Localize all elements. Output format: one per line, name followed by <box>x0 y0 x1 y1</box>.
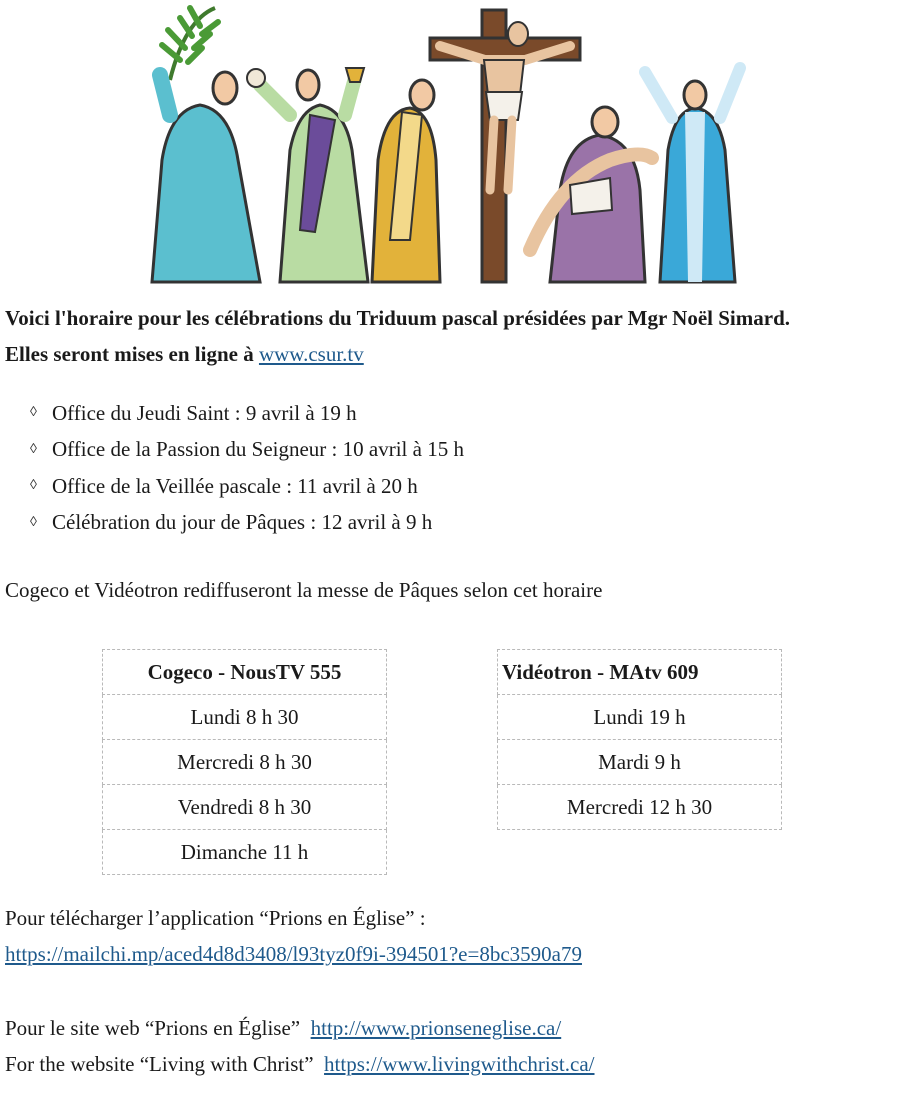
figure-priest <box>247 68 368 282</box>
app-download-label: Pour télécharger l’application “Prions en Église” : <box>5 906 426 930</box>
diamond-bullet-icon: ◊ <box>30 478 37 494</box>
schedule-item-text: Office de la Veillée pascale : 11 avril à 20 h <box>52 473 418 498</box>
intro-line-2 <box>5 342 364 367</box>
app-download-link[interactable]: https://mailchi.mp/aced4d8d3408/l93tyz0f9i-394501?e=8bc3590a79 <box>5 942 582 966</box>
table-row: Lundi 8 h 30 <box>103 695 387 740</box>
diamond-bullet-icon: ◊ <box>30 514 37 530</box>
table-row: Lundi 19 h <box>498 695 782 740</box>
celebration-schedule-list <box>30 395 464 541</box>
cogeco-schedule-table <box>102 649 387 875</box>
csur-link[interactable]: www.csur.tv <box>258 342 364 366</box>
schedule-item-text: Office du Jeudi Saint : 9 avril à 19 h <box>52 400 357 425</box>
table-row: Mercredi 8 h 30 <box>103 740 387 785</box>
table-row: Mercredi 12 h 30 <box>498 785 782 830</box>
list-item <box>30 505 464 542</box>
website-en-label: For the website “Living with Christ” <box>5 1052 314 1076</box>
website-en-line <box>5 1052 595 1077</box>
figure-mourner <box>372 80 440 282</box>
table-row: Dimanche 11 h <box>103 830 387 875</box>
intro-line-2-prefix: Elles seront mises en ligne à <box>5 342 259 366</box>
schedule-item-text: Office de la Passion du Seigneur : 10 avril à 15 h <box>52 437 464 462</box>
diamond-bullet-icon: ◊ <box>30 405 37 421</box>
diamond-bullet-icon: ◊ <box>30 441 37 457</box>
videotron-header: Vidéotron - MAtv 609 <box>498 650 782 695</box>
website-fr-line <box>5 1016 561 1041</box>
list-item <box>30 432 464 469</box>
holy-week-illustration <box>140 0 760 292</box>
cogeco-header: Cogeco - NousTV 555 <box>103 650 387 695</box>
videotron-schedule-table <box>497 649 782 830</box>
app-download-line <box>5 942 582 967</box>
schedule-item-text: Célébration du jour de Pâques : 12 avril à 9 h <box>52 510 433 535</box>
list-item <box>30 468 464 505</box>
website-fr-label: Pour le site web “Prions en Église” <box>5 1016 301 1040</box>
table-row: Mardi 9 h <box>498 740 782 785</box>
table-row: Vendredi 8 h 30 <box>103 785 387 830</box>
figure-pieta <box>530 107 652 282</box>
list-item <box>30 395 464 432</box>
figure-risen <box>645 68 740 282</box>
rebroadcast-note: Cogeco et Vidéotron rediffuseront la messe de Pâques selon cet horaire <box>5 578 603 602</box>
figure-palm-bearer <box>152 8 260 282</box>
website-en-link[interactable]: https://www.livingwithchrist.ca/ <box>324 1052 595 1076</box>
website-fr-link[interactable]: http://www.prionseneglise.ca/ <box>310 1016 562 1040</box>
intro-line-1: Voici l'horaire pour les célébrations du Triduum pascal présidées par Mgr Noël Simard. <box>5 306 790 330</box>
